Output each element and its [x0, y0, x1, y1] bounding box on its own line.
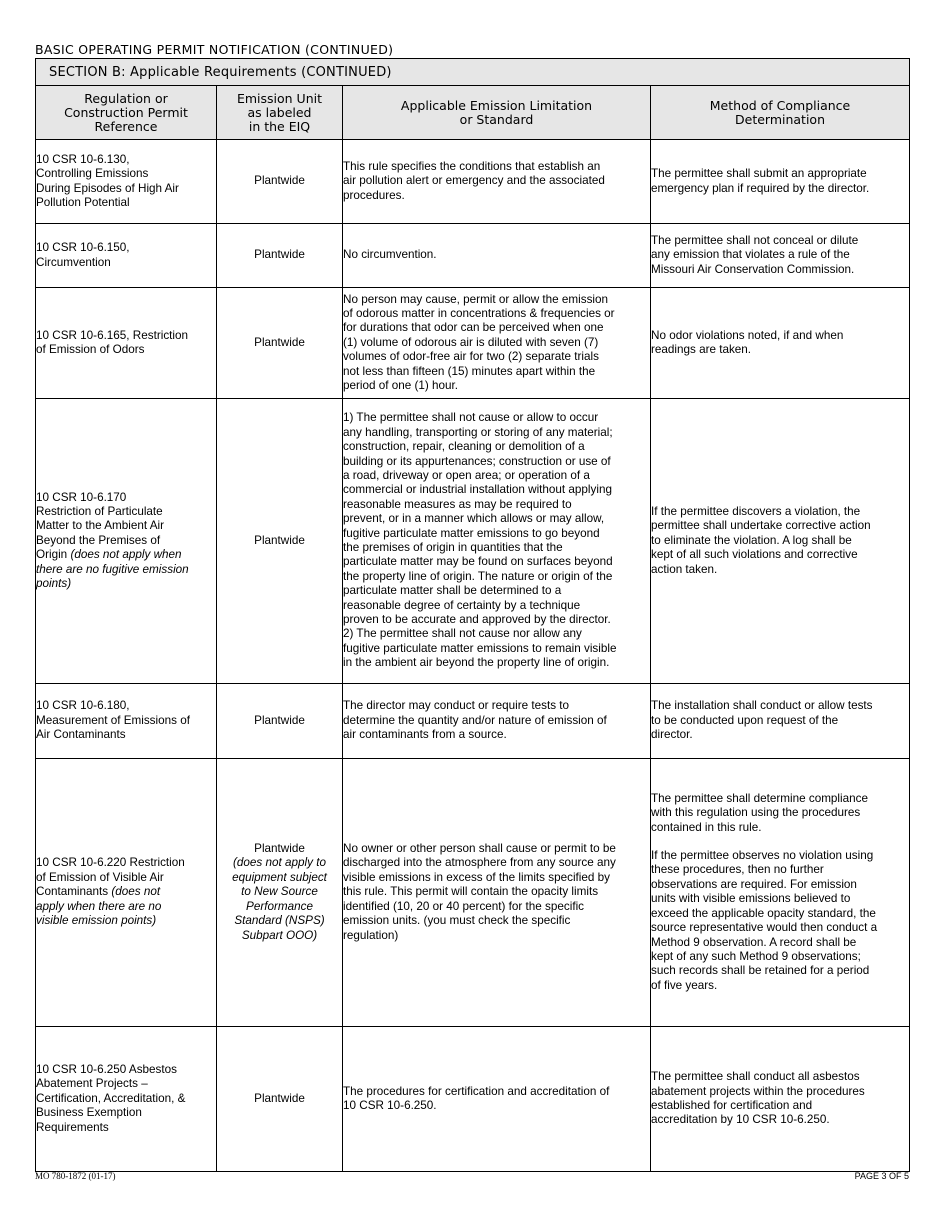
limitation-cell: [343, 1027, 651, 1172]
form-number: MO 780-1872 (01-17): [35, 1171, 116, 1181]
regulation-text: 10 CSR 10-6.220 Restriction of Emission of Visible Air Contaminants: [36, 856, 185, 899]
regulation-text: 10 CSR 10-6.165, Restriction of Emission of Odors: [36, 328, 189, 356]
header-emission-unit: Emission Unit as labeled in the EIQ: [217, 86, 343, 140]
compliance-method-extra: If the permittee observes no violation using these procedures, then no further observations are required. For emission units with visible emissions believed to exceed the applicable opacity standard, the source representative would then conduct a Method 9 observation. A record shall be kept of any such Method 9 observations; such records shall be retained for a period of five years.: [651, 849, 878, 992]
emission-unit-cell: [217, 288, 343, 399]
emission-unit-text: Plantwide: [254, 842, 305, 856]
emission-unit-text: Plantwide: [254, 174, 305, 188]
regulation-cell: [36, 140, 217, 224]
regulation-cell: [36, 759, 217, 1027]
emission-unit-cell: [217, 140, 343, 224]
limitation-text: The procedures for certification and accreditation of 10 CSR 10-6.250.: [343, 1084, 610, 1112]
regulation-note: (does not apply when there are no visible emission points): [36, 885, 162, 928]
limitation-cell: [343, 684, 651, 759]
regulation-cell: [36, 684, 217, 759]
compliance-method-text: The installation shall conduct or allow tests to be conducted upon request of the director.: [651, 699, 873, 742]
limitation-cell: [343, 288, 651, 399]
page-number: PAGE 3 OF 5: [854, 1171, 909, 1181]
compliance-method-text: If the permittee discovers a violation, the permittee shall undertake corrective action to eliminate the violation. A log shall be kept of all such violations and corrective action taken.: [651, 504, 871, 576]
limitation-text: No owner or other person shall cause or permit to be discharged into the atmosphere from any source any visible emissions in excess of the limits specified by this rule. This permit will contain the opacity limits identified (10, 20 or 40 percent) for the specific emission units. (you must check the specific regulation): [343, 842, 616, 942]
emission-unit-note: (does not apply to equipment subject to New Source Performance Standard (NSPS) Subpart OOO): [232, 856, 327, 942]
emission-unit-cell: [217, 1027, 343, 1172]
emission-unit-cell: [217, 224, 343, 288]
limitation-cell: [343, 224, 651, 288]
emission-unit-cell: [217, 759, 343, 1027]
regulation-cell: [36, 224, 217, 288]
table-row: [36, 684, 910, 759]
regulation-note: (does not apply when there are no fugitive emission points): [36, 548, 189, 591]
emission-unit-text: Plantwide: [254, 335, 305, 349]
header-regulation: Regulation or Construction Permit Reference: [36, 86, 217, 140]
regulation-cell: [36, 1027, 217, 1172]
table-row: [36, 288, 910, 399]
compliance-method-cell: [651, 1027, 910, 1172]
compliance-method-cell: [651, 288, 910, 399]
limitation-text: 1) The permittee shall not cause or allow to occur any handling, transporting or storing of any material; construction, repair, cleaning or demolition of a building or its appurtenances; construction or use of a road, driveway or open area; or operation of a commercial or industrial installation without applying reasonable measures as may be required to prevent, or in a manner which allows or may allow, fugitive particulate matter emissions to go beyond the premises of origin in quantities that the particulate matter may be found on surfaces beyond the property line of origin. The nature or origin of the particulate matter shall be determined to a reasonable degree of certainty by a technique proven to be accurate and approved by the director. 2) The permittee shall not cause nor allow any fugitive particulate matter emissions to remain visible in the ambient air beyond the property line of origin.: [343, 411, 617, 670]
table-row: [36, 140, 910, 224]
table-row: [36, 399, 910, 684]
table-row: [36, 224, 910, 288]
emission-unit-text: Plantwide: [254, 713, 305, 727]
emission-unit-text: Plantwide: [254, 1091, 305, 1105]
compliance-method-cell: [651, 399, 910, 684]
regulation-text: 10 CSR 10-6.150, Circumvention: [36, 241, 130, 269]
emission-unit-cell: [217, 684, 343, 759]
compliance-method-cell: [651, 140, 910, 224]
compliance-method-cell: [651, 684, 910, 759]
regulation-text: 10 CSR 10-6.170 Restriction of Particulate Matter to the Ambient Air Beyond the Premises of Origin: [36, 490, 164, 562]
compliance-method-text: No odor violations noted, if and when readings are taken.: [651, 328, 844, 356]
compliance-method-cell: [651, 224, 910, 288]
emission-unit-text: Plantwide: [254, 248, 305, 262]
compliance-method-cell: [651, 759, 910, 1027]
header-limitation: Applicable Emission Limitation or Standard: [343, 86, 651, 140]
compliance-method-text: The permittee shall not conceal or dilute any emission that violates a rule of the Missouri Air Conservation Commission.: [651, 233, 859, 276]
compliance-method-text: The permittee shall determine compliance with this regulation using the procedures contained in this rule.: [651, 791, 868, 834]
emission-unit-cell: [217, 399, 343, 684]
limitation-cell: [343, 140, 651, 224]
regulation-text: 10 CSR 10-6.250 Asbestos Abatement Projects – Certification, Accreditation, & Business Exemption Requirements: [36, 1062, 186, 1134]
limitation-text: This rule specifies the conditions that establish an air pollution alert or emergency and the associated procedures.: [343, 159, 605, 202]
table-row: [36, 759, 910, 1027]
regulation-cell: [36, 288, 217, 399]
requirements-table: [35, 58, 910, 1172]
limitation-text: No person may cause, permit or allow the emission of odorous matter in concentrations & frequencies or for durations that odor can be perceived when one (1) volume of odorous air is diluted with seven (7) volumes of odor-free air for two (2) separate trials not less than fifteen (15) minutes apart within the period of one (1) hour.: [343, 292, 615, 393]
limitation-text: The director may conduct or require tests to determine the quantity and/or nature of emission of air contaminants from a source.: [343, 699, 607, 742]
limitation-cell: [343, 399, 651, 684]
column-header-row: [36, 86, 910, 140]
form-title: BASIC OPERATING PERMIT NOTIFICATION (CONTINUED): [35, 42, 394, 57]
regulation-text: 10 CSR 10-6.130, Controlling Emissions During Episodes of High Air Pollution Potential: [36, 152, 179, 209]
regulation-cell: [36, 399, 217, 684]
section-title: SECTION B: Applicable Requirements (CONTINUED): [36, 59, 910, 86]
emission-unit-text: Plantwide: [254, 533, 305, 547]
header-compliance-method: Method of Compliance Determination: [651, 86, 910, 140]
limitation-cell: [343, 759, 651, 1027]
compliance-method-text: The permittee shall conduct all asbestos abatement projects within the procedures established for certification and accreditation by 10 CSR 10-6.250.: [651, 1070, 865, 1127]
section-header-row: [36, 59, 910, 86]
compliance-method-text: The permittee shall submit an appropriate emergency plan if required by the director.: [651, 167, 870, 195]
limitation-text: No circumvention.: [343, 248, 437, 262]
table-row: [36, 1027, 910, 1172]
regulation-text: 10 CSR 10-6.180, Measurement of Emissions of Air Contaminants: [36, 699, 190, 742]
